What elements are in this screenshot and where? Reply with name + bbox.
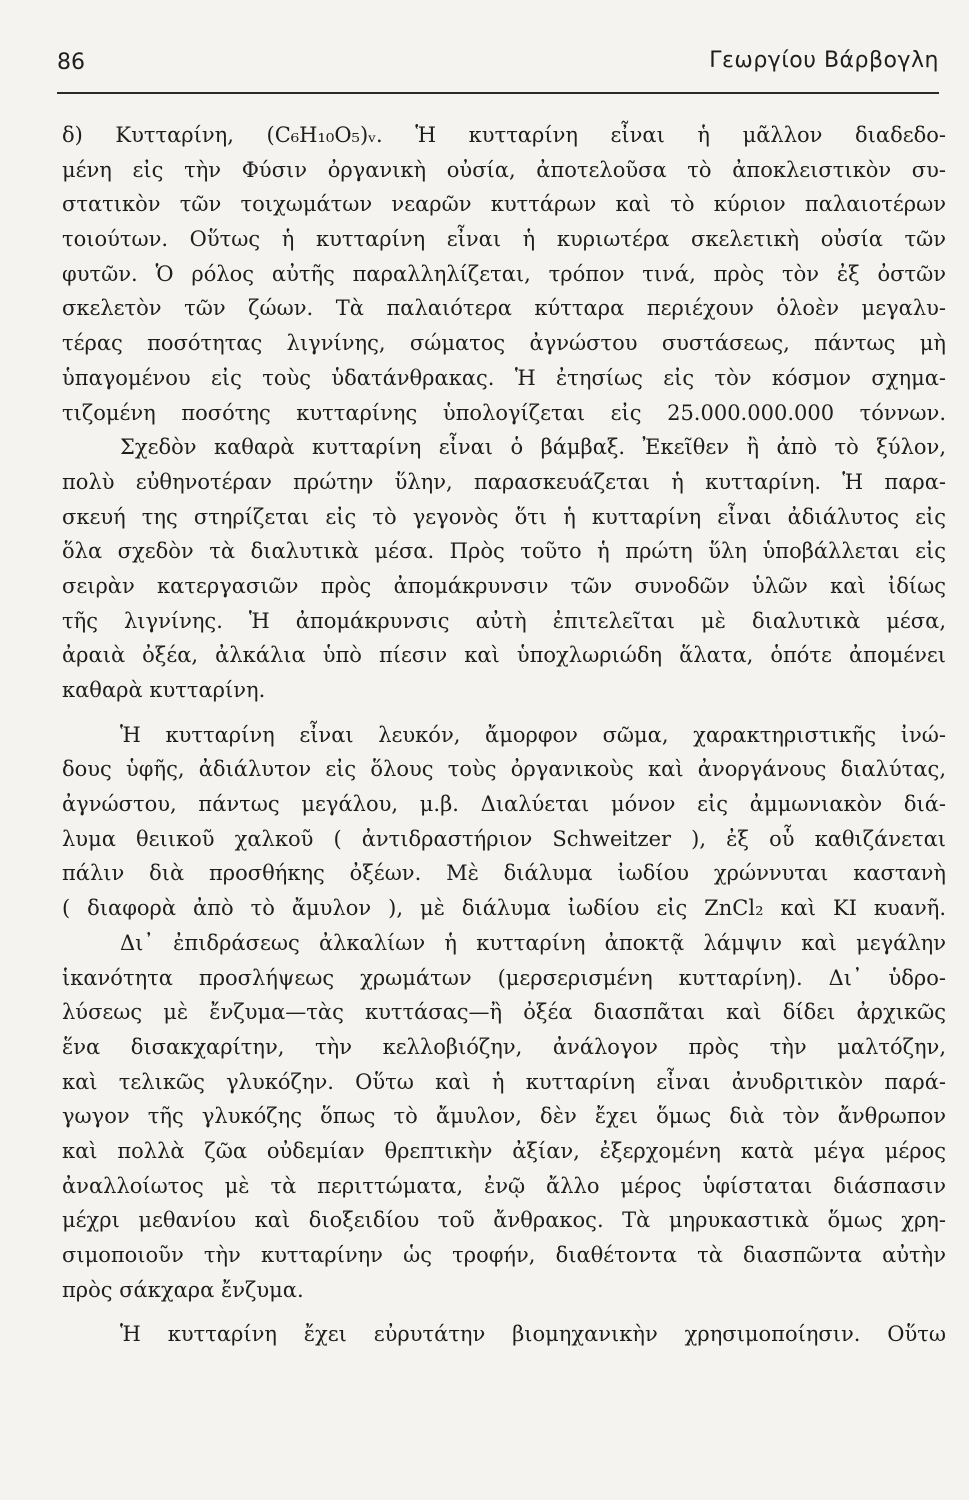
text-line: σκελετὸν τῶν ζώων. Τὰ παλαιότερα κύτταρα περιέχουν ὁλοὲν μεγαλυ- (62, 296, 946, 321)
text-line: γωγον τῆς γλυκόζης ὅπως τὸ ἄμυλον, δὲν ἔχει ὅμως διὰ τὸν ἄνθρωπον (62, 1104, 946, 1129)
text-line: Δι᾽ ἐπιδράσεως ἀλκαλίων ἡ κυτταρίνη ἀποκτᾷ λάμψιν καὶ μεγάλην (120, 930, 946, 955)
text-line: λυμα θειικοῦ χαλκοῦ ( ἀντιδραστήριον Schweitzer ), ἐξ οὗ καθιζάνεται (62, 826, 946, 851)
text-line: τέρας ποσότητας λιγνίνης, σώματος ἀγνώστου συστάσεως, πάντως μὴ (62, 331, 946, 356)
text-line: μέχρι μεθανίου καὶ διοξειδίου τοῦ ἄνθρακος. Τὰ μηρυκαστικὰ ὅμως χρη- (62, 1208, 946, 1233)
text-line: σκευή της στηρίζεται εἰς τὸ γεγονὸς ὅτι ἡ κυτταρίνη εἶναι ἀδιάλυτος εἰς (62, 504, 946, 529)
page-number: 86 (57, 50, 85, 75)
text-line: μένη εἰς τὴν Φύσιν ὀργανικὴ οὐσία, ἀποτελοῦσα τὸ ἀποκλειστικὸν συ- (62, 157, 946, 182)
text-line: πρὸς σάκχαρα ἔνζυμα. (62, 1277, 304, 1302)
text-line: φυτῶν. Ὁ ρόλος αὐτῆς παραλληλίζεται, τρόπον τινά, πρὸς τὸν ἐξ ὀστῶν (62, 261, 946, 286)
text-line: ὅλα σχεδὸν τὰ διαλυτικὰ μέσα. Πρὸς τοῦτο ἡ πρώτη ὕλη ὑποβάλλεται εἰς (62, 539, 946, 564)
text-line: ἀγνώστου, πάντως μεγάλου, μ.β. Διαλύεται μόνον εἰς ἀμμωνιακὸν διά- (62, 792, 946, 817)
text-line: τιζομένη ποσότης κυτταρίνης ὑπολογίζεται εἰς 25.000.000.000 τόννων. (62, 400, 946, 425)
text-line: λύσεως μὲ ἔνζυμα—τὰς κυττάσας—ἢ ὀξέα διασπᾶται καὶ δίδει ἀρχικῶς (62, 1000, 946, 1025)
text-line: σειρὰν κατεργασιῶν πρὸς ἀπομάκρυνσιν τῶν συνοδῶν ὑλῶν καὶ ἰδίως (62, 573, 946, 598)
text-line: πάλιν διὰ προσθήκης ὀξέων. Μὲ διάλυμα ἰωδίου χρώννυται καστανὴ (62, 861, 946, 886)
text-line: δους ὑφῆς, ἀδιάλυτον εἰς ὅλους τοὺς ὀργανικοὺς καὶ ἀνοργάνους διαλύτας, (62, 757, 946, 782)
text-line: σιμοποιοῦν τὴν κυτταρίνην ὡς τροφήν, διαθέτοντα τὰ διασπῶντα αὐτὴν (62, 1243, 946, 1267)
text-line: ἀναλλοίωτος μὲ τὰ περιττώματα, ἐνῷ ἄλλο μέρος ὑφίσταται διάσπασιν (62, 1173, 946, 1198)
text-line: Σχεδὸν καθαρὰ κυτταρίνη εἶναι ὁ βάμβαξ. Ἐκεῖθεν ἢ ἀπὸ τὸ ξύλον, (120, 435, 946, 460)
text-line: πολὺ εὐθηνοτέραν πρώτην ὕλην, παρασκευάζεται ἡ κυτταρίνη. Ἡ παρα- (62, 469, 946, 494)
text-line: Ἡ κυτταρίνη εἶναι λευκόν, ἄμορφον σῶμα, χαρακτηριστικῆς ἰνώ- (120, 722, 946, 747)
text-line: δ) Κυτταρίνη, (C₆H₁₀O₅)ᵥ. Ἡ κυτταρίνη εἶναι ἡ μᾶλλον διαδεδο- (62, 123, 946, 147)
text-line: καὶ πολλὰ ζῶα οὐδεμίαν θρεπτικὴν ἀξίαν, ἐξερχομένη κατὰ μέγα μέρος (62, 1138, 946, 1163)
text-line: ἱκανότητα προσλήψεως χρωμάτων (μερσερισμένη κυτταρίνη). Δι᾽ ὑδρο- (62, 965, 946, 990)
text-line: ἕνα δισακχαρίτην, τὴν κελλοβιόζην, ἀνάλογον πρὸς τὴν μαλτόζην, (62, 1034, 946, 1059)
text-line: καθαρὰ κυτταρίνη. (62, 678, 266, 702)
text-line: τῆς λιγνίνης. Ἡ ἀπομάκρυνσις αὐτὴ ἐπιτελεῖται μὲ διαλυτικὰ μέσα, (62, 608, 946, 633)
running-head: Γεωργίου Βάρβογλη (709, 48, 939, 73)
text-line: ( διαφορὰ ἀπὸ τὸ ἄμυλον ), μὲ διάλυμα ἰωδίου εἰς ZnCl₂ καὶ KI κυανῆ. (62, 896, 946, 921)
text-line: στατικὸν τῶν τοιχωμάτων νεαρῶν κυττάρων καὶ τὸ κύριον παλαιοτέρων (62, 192, 946, 217)
body-text (62, 118, 946, 1352)
page-header (57, 44, 939, 94)
text-line: ὑπαγομένου εἰς τοὺς ὑδατάνθρακας. Ἡ ἐτησίως εἰς τὸν κόσμον σχημα- (62, 365, 946, 390)
text-line: Ἡ κυτταρίνη ἔχει εὐρυτάτην βιομηχανικὴν χρησιμοποίησιν. Οὕτω (120, 1322, 946, 1347)
text-line: τοιούτων. Οὕτως ἡ κυτταρίνη εἶναι ἡ κυριωτέρα σκελετικὴ οὐσία τῶν (62, 227, 946, 252)
text-line: καὶ τελικῶς γλυκόζην. Οὕτω καὶ ἡ κυτταρίνη εἶναι ἀνυδριτικὸν παρά- (62, 1069, 946, 1094)
text-line: ἀραιὰ ὀξέα, ἀλκάλια ὑπὸ πίεσιν καὶ ὑποχλωριώδη ἅλατα, ὁπότε ἀπομένει (62, 643, 946, 668)
